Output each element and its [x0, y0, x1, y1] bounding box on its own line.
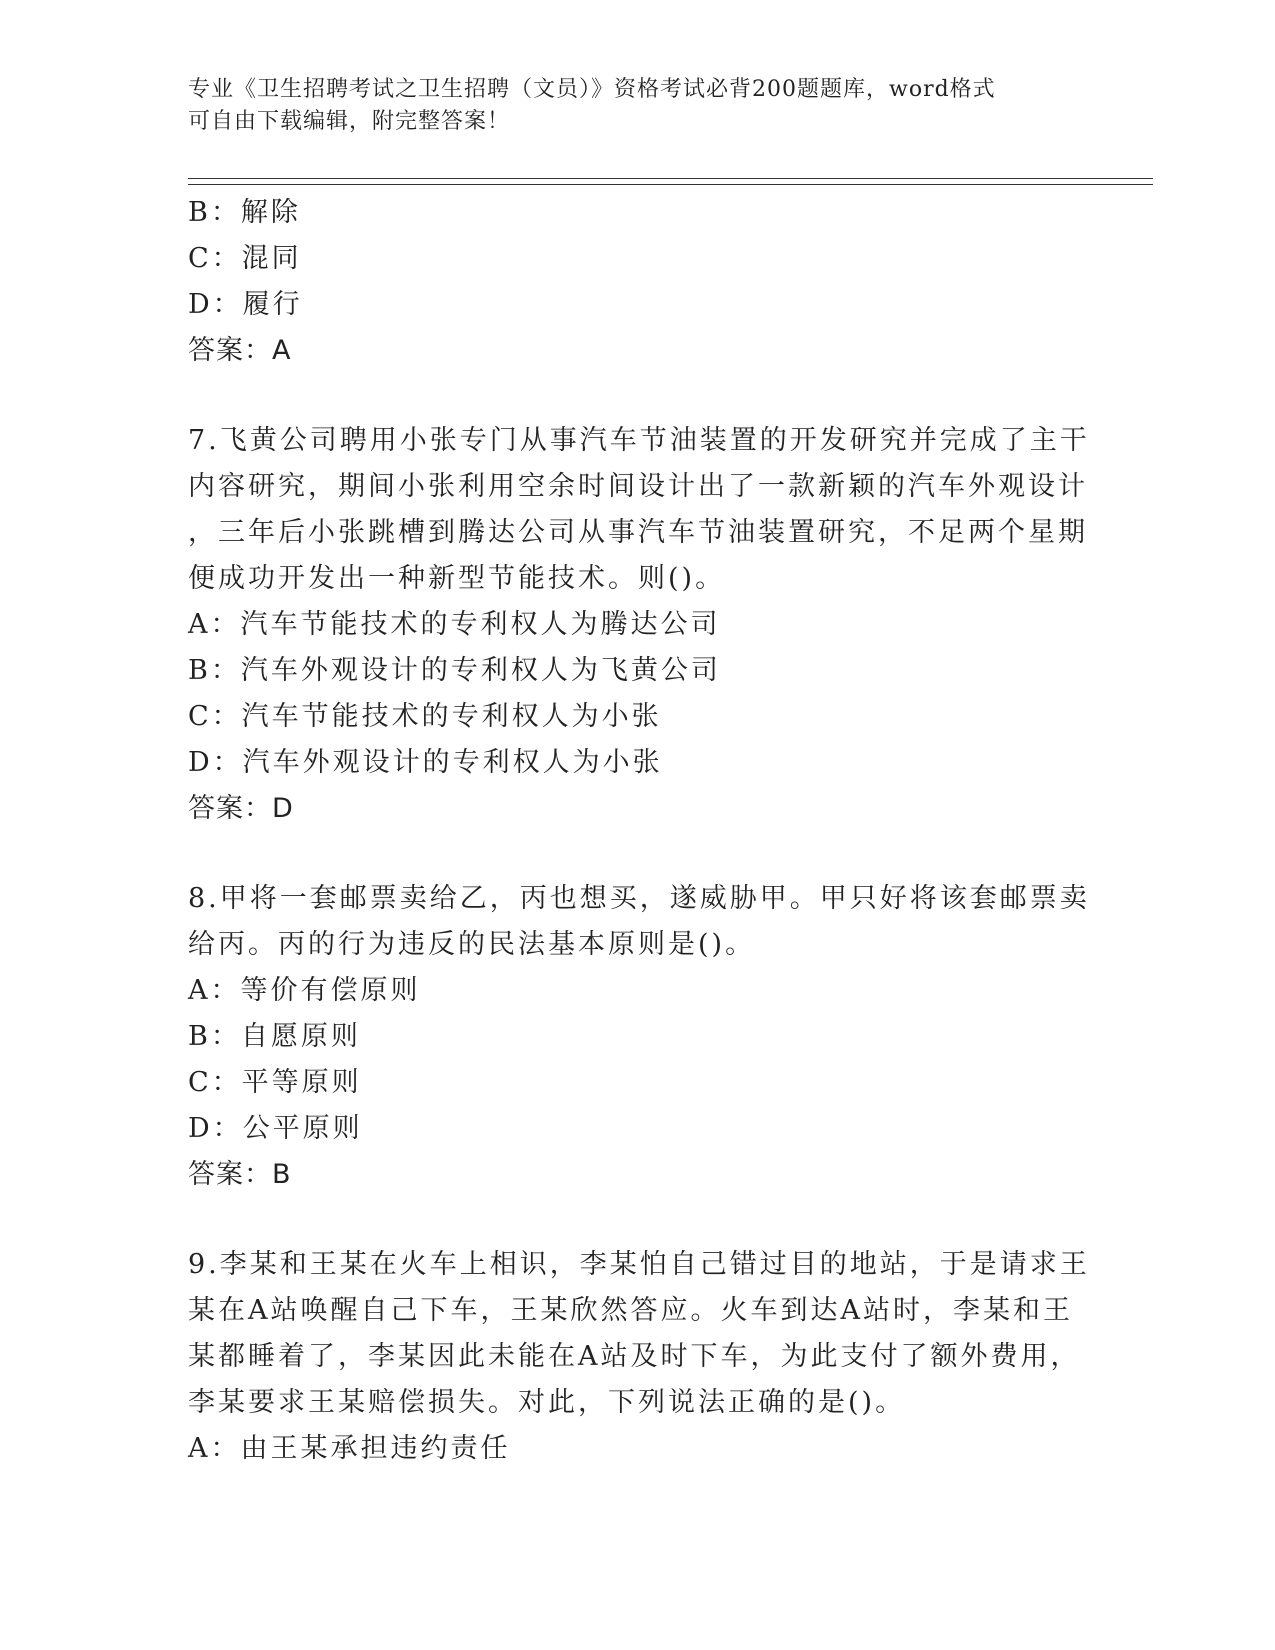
question-text: ，三年后小张跳槽到腾达公司从事汽车节油装置研究，不足两个星期 [188, 517, 1088, 548]
question-6-continued [188, 190, 1068, 374]
header-rule-top [188, 178, 1153, 179]
document-header [188, 74, 1068, 138]
question-text: 某都睡着了，李某因此未能在A站及时下车，为此支付了额外费用， [188, 1341, 1081, 1372]
option-d: D：公平原则 [188, 1113, 363, 1144]
question-7 [188, 418, 1090, 832]
question-9 [188, 1242, 1090, 1472]
option-d: D：履行 [188, 289, 303, 320]
question-text: 便成功开发出一种新型节能技术。则()。 [188, 563, 726, 594]
option-b: B：汽车外观设计的专利权人为飞黄公司 [188, 655, 721, 686]
header-line-1: 专业《卫生招聘考试之卫生招聘（文员）》资格考试必背200题题库，word格式 [188, 77, 996, 102]
header-rule-bottom [188, 184, 1153, 185]
option-a: A：等价有偿原则 [188, 975, 421, 1006]
question-text: 给丙。丙的行为违反的民法基本原则是()。 [188, 929, 756, 960]
document-body [188, 190, 1090, 1472]
option-d: D：汽车外观设计的专利权人为小张 [188, 747, 663, 778]
question-text: 李某要求王某赔偿损失。对此，下列说法正确的是()。 [188, 1387, 906, 1418]
option-c: C：汽车节能技术的专利权人为小张 [188, 701, 662, 732]
question-text: 内容研究，期间小张利用空余时间设计出了一款新颖的汽车外观设计 [188, 471, 1088, 502]
option-b: B：解除 [188, 197, 301, 228]
answer: 答案：B [188, 1159, 292, 1190]
option-c: C：混同 [188, 243, 302, 274]
question-text: 8.甲将一套邮票卖给乙，丙也想买，遂威胁甲。甲只好将该套邮票卖 [188, 883, 1090, 914]
option-b: B：自愿原则 [188, 1021, 361, 1052]
option-c: C：平等原则 [188, 1067, 362, 1098]
option-a: A：汽车节能技术的专利权人为腾达公司 [188, 609, 721, 640]
answer: 答案：A [188, 335, 292, 366]
option-a: A：由王某承担违约责任 [188, 1433, 511, 1464]
question-text: 9.李某和王某在火车上相识，李某怕自己错过目的地站，于是请求王 [188, 1249, 1090, 1280]
question-8 [188, 876, 1090, 1198]
header-line-2: 可自由下载编辑，附完整答案！ [188, 109, 511, 134]
question-text: 7.飞黄公司聘用小张专门从事汽车节油装置的开发研究并完成了主干 [188, 425, 1090, 456]
question-text: 某在A站唤醒自己下车，王某欣然答应。火车到达A站时，李某和王 [188, 1295, 1073, 1326]
answer: 答案：D [188, 793, 294, 824]
